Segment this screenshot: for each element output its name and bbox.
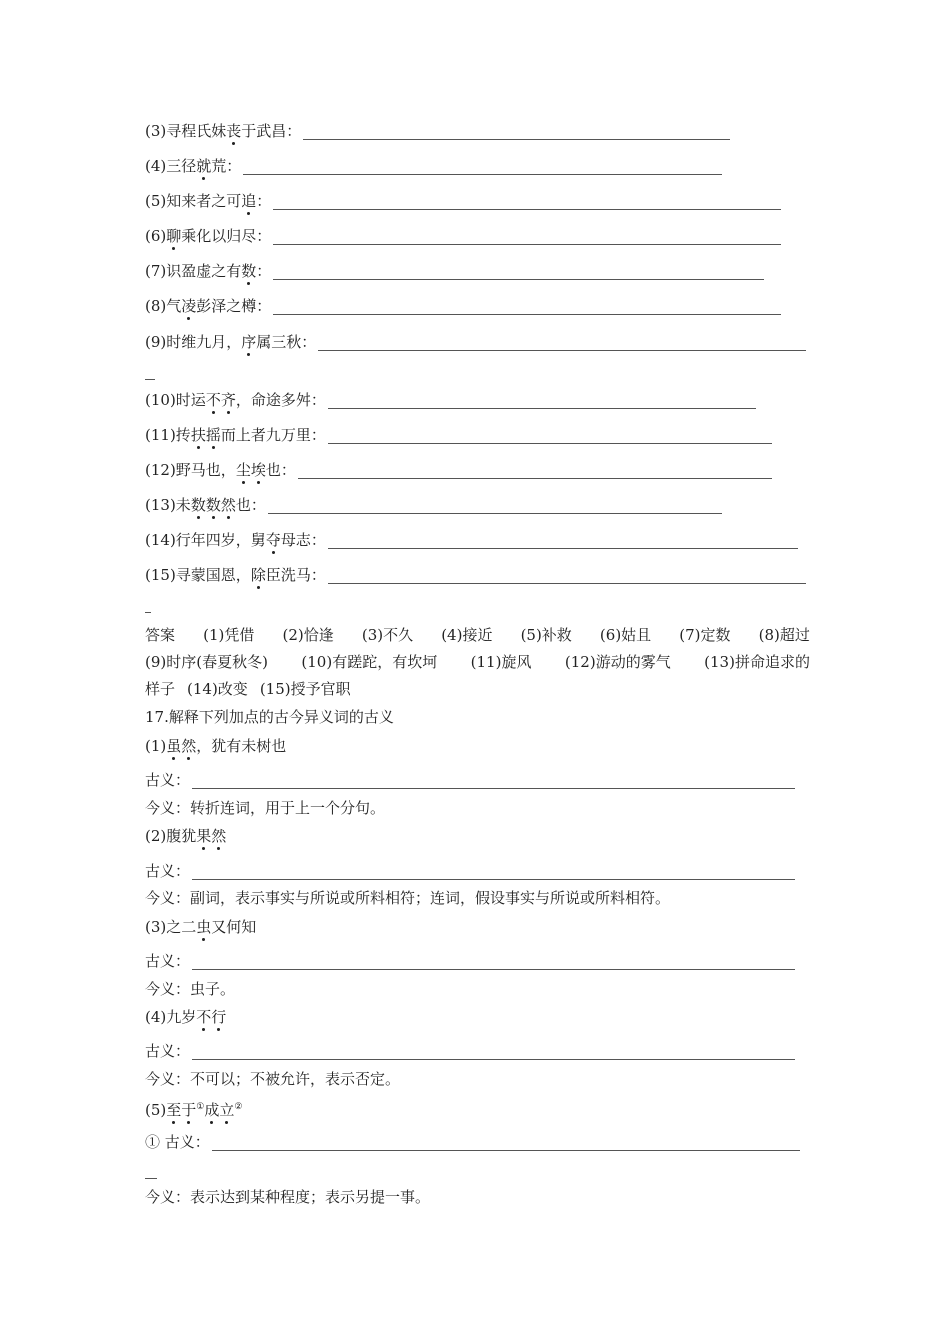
dotted-word <box>241 192 256 210</box>
item-text: ： <box>256 192 272 210</box>
gu-yi-row <box>145 1133 800 1151</box>
item-text: 臣洗马： <box>265 566 326 584</box>
answer-label: 答案 <box>145 626 176 644</box>
emphasis-dot-char: 数 <box>205 496 221 514</box>
emphasis-dot-char: 就 <box>196 157 212 175</box>
sub-question <box>145 827 226 845</box>
jin-yi-text: 转折连词，用于上一个分句。 <box>190 799 386 817</box>
sub-question <box>145 918 256 936</box>
item-number: (15) <box>145 566 176 584</box>
gu-yi-row <box>145 862 795 880</box>
dotted-word <box>251 566 266 584</box>
answer-blank-continuation[interactable] <box>145 1178 157 1179</box>
sub-number: (2) <box>145 827 167 845</box>
jin-yi-text: 虫子。 <box>190 980 236 998</box>
question-item <box>145 262 764 280</box>
emphasis-dot-char: 凌 <box>181 297 197 315</box>
answer-blank[interactable] <box>273 265 764 280</box>
question-item <box>145 157 722 175</box>
answer-blank[interactable] <box>192 955 795 970</box>
gu-yi-label: 古义： <box>145 771 191 789</box>
answer-entry: 样子 <box>145 680 176 698</box>
emphasis-dot-char: 行 <box>211 1008 227 1026</box>
sub-text: 九岁 <box>166 1008 197 1026</box>
item-text: ，命途多舛： <box>235 391 326 409</box>
question-item <box>145 566 806 584</box>
question-item <box>145 192 781 210</box>
question-item <box>145 531 798 549</box>
gu-yi-label: 古义： <box>145 952 191 970</box>
item-text: 而上者九万里： <box>220 426 326 444</box>
answer-block <box>145 622 810 703</box>
item-text: 识盈虚之有 <box>166 262 242 280</box>
emphasis-dot-char: 序 <box>241 333 257 351</box>
answer-blank[interactable] <box>328 429 772 444</box>
gu-yi-row <box>145 771 795 789</box>
footnote-mark: ① <box>196 1102 205 1112</box>
jin-yi-label: 今义： <box>145 889 191 907</box>
answer-entry: (11)旋风 <box>470 653 532 671</box>
answer-blank[interactable] <box>212 1136 800 1151</box>
answer-entry: (13)拼命追求的 <box>704 653 810 671</box>
answer-entry: (5)补救 <box>520 626 572 644</box>
answer-blank[interactable] <box>268 499 722 514</box>
sub-number: (3) <box>145 918 167 936</box>
answer-blank[interactable] <box>192 865 795 880</box>
question-item <box>145 333 806 351</box>
dotted-word <box>226 122 241 140</box>
answer-blank[interactable] <box>192 774 795 789</box>
jin-yi-label: 今义： <box>145 799 191 817</box>
item-text: 于武昌： <box>241 122 302 140</box>
item-text: 母志： <box>280 531 326 549</box>
dotted-word <box>204 1101 234 1119</box>
question-item <box>145 297 781 315</box>
emphasis-dot-char: 虫 <box>196 918 212 936</box>
dotted-word <box>191 496 236 514</box>
emphasis-dot-char: 虽 <box>166 737 182 755</box>
emphasis-dot-char: 至 <box>166 1101 182 1119</box>
answer-entry: (2)恰逢 <box>282 626 334 644</box>
answer-entry: (10)有蹉跎，有坎坷 <box>301 653 438 671</box>
answer-blank[interactable] <box>328 394 756 409</box>
dotted-word <box>196 918 211 936</box>
gu-yi-row <box>145 952 795 970</box>
dotted-word <box>166 227 181 245</box>
item-number: (10) <box>145 391 176 409</box>
sub-text: 又何知 <box>211 918 257 936</box>
dotted-word <box>196 157 211 175</box>
item-text: ： <box>256 262 272 280</box>
jin-yi-label: 今义： <box>145 1070 191 1088</box>
jin-yi-row <box>145 980 235 998</box>
gu-yi-label: 古义： <box>145 1042 191 1060</box>
emphasis-dot-char: 聊 <box>166 227 182 245</box>
emphasis-dot-char: 于 <box>181 1101 197 1119</box>
jin-yi-label: 今义： <box>145 1188 191 1206</box>
answer-blank[interactable] <box>243 160 722 175</box>
gu-yi-label: ① 古义： <box>145 1133 210 1151</box>
item-text: 行年四岁，舅 <box>175 531 266 549</box>
answer-entry: (6)姑且 <box>599 626 652 644</box>
item-text: 知来者之可 <box>166 192 242 210</box>
answer-entry: (15)授予官职 <box>259 680 351 698</box>
answer-entry: (7)定数 <box>679 626 731 644</box>
dotted-word <box>241 262 256 280</box>
footnote-mark: ② <box>234 1102 243 1112</box>
question-title <box>145 708 394 726</box>
dotted-word <box>166 737 196 755</box>
answer-line <box>145 676 810 703</box>
item-number: (13) <box>145 496 176 514</box>
jin-yi-label: 今义： <box>145 980 191 998</box>
emphasis-dot-char: 成 <box>204 1101 220 1119</box>
item-text: 抟 <box>175 426 191 444</box>
answer-blank[interactable] <box>328 534 798 549</box>
answer-entry: (12)游动的雾气 <box>564 653 671 671</box>
item-text: 彭泽之樽： <box>196 297 272 315</box>
sub-question <box>145 1008 226 1026</box>
answer-blank[interactable] <box>318 336 806 351</box>
question-item <box>145 426 772 444</box>
answer-blank[interactable] <box>192 1045 795 1060</box>
sub-question <box>145 1098 242 1119</box>
item-number: (5) <box>145 192 167 210</box>
dotted-word <box>196 827 226 845</box>
question-item <box>145 391 756 409</box>
answer-entry: (9)时序(春夏秋冬) <box>145 653 268 671</box>
item-text: 时运 <box>175 391 206 409</box>
answer-blank[interactable] <box>328 569 806 584</box>
question-item <box>145 461 772 479</box>
emphasis-dot-char: 立 <box>219 1101 235 1119</box>
question-item <box>145 496 722 514</box>
item-number: (3) <box>145 122 167 140</box>
emphasis-dot-char: 丧 <box>226 122 242 140</box>
emphasis-dot-char: 追 <box>241 192 257 210</box>
dotted-word <box>166 1101 196 1119</box>
item-text: 三径 <box>166 157 197 175</box>
sub-text: ，犹有未树也 <box>196 737 287 755</box>
jin-yi-text: 表示达到某种程度；表示另提一事。 <box>190 1188 431 1206</box>
item-number: (12) <box>145 461 176 479</box>
item-text: 也： <box>235 496 266 514</box>
jin-yi-text: 不可以；不被允许，表示否定。 <box>190 1070 401 1088</box>
sub-text: 之二 <box>166 918 197 936</box>
answer-entry: (8)超过 <box>758 626 810 644</box>
answer-blank[interactable] <box>273 195 781 210</box>
question-item <box>145 227 781 245</box>
question-title-text: 17.解释下列加点的古今异义词的古义 <box>145 708 394 726</box>
item-number: (8) <box>145 297 167 315</box>
item-text: 寻程氏妹 <box>166 122 227 140</box>
jin-yi-row <box>145 799 385 817</box>
emphasis-dot-char: 摇 <box>205 426 221 444</box>
answer-line <box>145 622 810 649</box>
sub-text: 腹犹 <box>166 827 197 845</box>
answer-entry: (3)不久 <box>361 626 414 644</box>
item-number: (11) <box>145 426 176 444</box>
emphasis-dot-char: 尘 <box>235 461 251 479</box>
answer-line <box>145 649 810 676</box>
emphasis-dot-char: 齐 <box>220 391 236 409</box>
item-text: 气 <box>166 297 182 315</box>
item-number: (4) <box>145 157 167 175</box>
sub-question <box>145 737 286 755</box>
emphasis-dot-char: 然 <box>211 827 227 845</box>
emphasis-dot-char: 果 <box>196 827 212 845</box>
emphasis-dot-char: 扶 <box>190 426 206 444</box>
sub-number: (5) <box>145 1101 167 1119</box>
item-text: 乘化以归尽： <box>181 227 272 245</box>
answer-entry: (4)接近 <box>441 626 493 644</box>
item-text: 属三秋： <box>256 333 317 351</box>
emphasis-dot-char: 然 <box>181 737 197 755</box>
item-text: 也： <box>265 461 296 479</box>
gu-yi-label: 古义： <box>145 862 191 880</box>
jin-yi-text: 副词，表示事实与所说或所料相符；连词，假设事实与所说或所料相符。 <box>190 889 671 907</box>
dotted-word <box>196 1008 226 1026</box>
answer-entry: (1)凭借 <box>203 626 255 644</box>
jin-yi-row <box>145 1188 430 1206</box>
item-text: 寻蒙国恩， <box>175 566 251 584</box>
emphasis-dot-char: 埃 <box>250 461 266 479</box>
item-text: 未 <box>175 496 191 514</box>
item-number: (9) <box>145 333 167 351</box>
dotted-word <box>236 461 266 479</box>
item-text: 野马也， <box>175 461 236 479</box>
dotted-word <box>266 531 281 549</box>
dotted-word <box>206 391 236 409</box>
emphasis-dot-char: 不 <box>205 391 221 409</box>
emphasis-dot-char: 不 <box>196 1008 212 1026</box>
jin-yi-row <box>145 889 670 907</box>
answer-entry: (14)改变 <box>187 680 248 698</box>
gu-yi-row <box>145 1042 795 1060</box>
answer-blank[interactable] <box>273 300 781 315</box>
dotted-word <box>241 333 256 351</box>
item-number: (6) <box>145 227 167 245</box>
sub-number: (1) <box>145 737 167 755</box>
item-text: 时维九月， <box>166 333 242 351</box>
item-number: (14) <box>145 531 176 549</box>
item-number: (7) <box>145 262 167 280</box>
jin-yi-row <box>145 1070 400 1088</box>
answer-blank[interactable] <box>298 464 772 479</box>
item-text: 荒： <box>211 157 242 175</box>
answer-blank-continuation[interactable] <box>145 379 155 380</box>
emphasis-dot-char: 夺 <box>265 531 281 549</box>
sub-number: (4) <box>145 1008 167 1026</box>
answer-blank[interactable] <box>273 230 781 245</box>
dotted-word <box>181 297 196 315</box>
emphasis-dot-char: 数 <box>190 496 206 514</box>
question-item <box>145 122 730 140</box>
emphasis-dot-char: 然 <box>220 496 236 514</box>
answer-blank-continuation[interactable] <box>145 612 151 613</box>
emphasis-dot-char: 数 <box>241 262 257 280</box>
emphasis-dot-char: 除 <box>250 566 266 584</box>
dotted-word <box>191 426 221 444</box>
answer-blank[interactable] <box>303 125 730 140</box>
